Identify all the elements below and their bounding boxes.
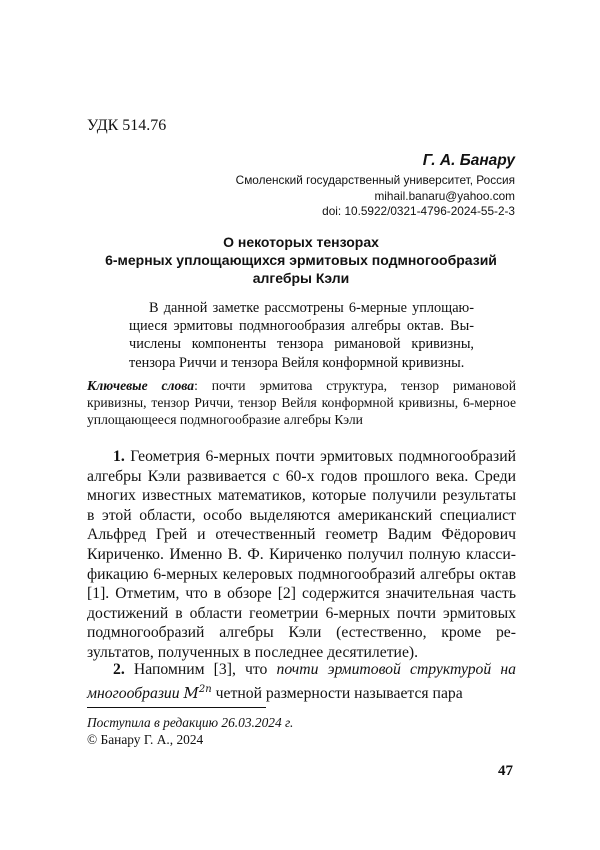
page-number: 47 (498, 763, 513, 779)
keywords-text: почти эрмитова структура, тензор римановой кривизны, тензор Риччи, тензор Вейля конформной кривизны, 6-мерное уплощающееся подмногообразие алгебры Кэли (87, 378, 516, 428)
abstract-text: В данной заметке рассмотрены 6-мерные уплощающиеся эрмитовы подмногообразия алгебры октав. Вычислены компоненты тензора римановой кривизны, тензора Риччи и тензора Вейля конформной кривизны. (129, 300, 474, 371)
article-doi[interactable]: doi: 10.5922/0321-4796-2024-55-2-3 (322, 204, 515, 218)
udk-code: УДК 514.76 (87, 117, 167, 134)
keywords-colon: : (194, 378, 198, 393)
footnote-received: Поступила в редакцию 26.03.2024 г. (87, 715, 294, 730)
footnote-copyright: © Банару Г. А., 2024 (87, 732, 204, 747)
title-line-2: 6-мерных уплощающихся эрмитовых подмногообразий (105, 252, 497, 268)
author-name: Г. А. Банару (422, 152, 515, 169)
author-affiliation: Смоленский государственный университет, Россия (235, 173, 515, 187)
paragraph-2-text-before: Напомним [3], что (124, 661, 277, 678)
keywords-label: Ключевые слова (87, 378, 195, 393)
paragraph-1-number: 1. (113, 448, 125, 465)
author-email[interactable]: mihail.banaru@yahoo.com (374, 188, 515, 203)
math-sup: 2n (198, 683, 212, 695)
title-line-1: О некоторых тензорах (223, 234, 379, 250)
math-manifold (184, 684, 212, 702)
footnote-divider (87, 707, 266, 708)
paragraph-1-text: Геометрия 6-мерных почти эрмитовых подмногообразий алгебры Кэли развивается с 60-х годов прошлого века. Среди многих известных математиков, которые получили результаты в этой области, особо выделяются американский специалист Альфред Грей и отечественный геометр Вадим Фёдорович Кириченко. Именно В. Ф. Кириченко получил полную классификацию 6-мерных келеровых подмногообразий алгебры октав [1]. Отметим, что в обзоре [2] содержится значительная часть достижений в области геометрии 6-мерных почти эрмитовых подмногообразий алгебры Кэли (естественно, кроме результатов, полученных в последнее десятилетие). (87, 448, 516, 661)
author-block (87, 152, 515, 220)
paragraph-2-italic-term: почти эрмитовой структурой на многообразии (87, 661, 516, 702)
paragraph-2-number: 2. (113, 661, 125, 678)
paragraph-1 (87, 447, 516, 663)
abstract (129, 299, 474, 372)
math-base: M (183, 683, 199, 702)
article-title (87, 233, 515, 287)
keywords (87, 377, 516, 429)
paragraph-2-text-after: четной размерности называется пара (211, 684, 463, 702)
paragraph-2 (87, 660, 516, 703)
title-line-3: алгебры Кэли (252, 270, 350, 286)
